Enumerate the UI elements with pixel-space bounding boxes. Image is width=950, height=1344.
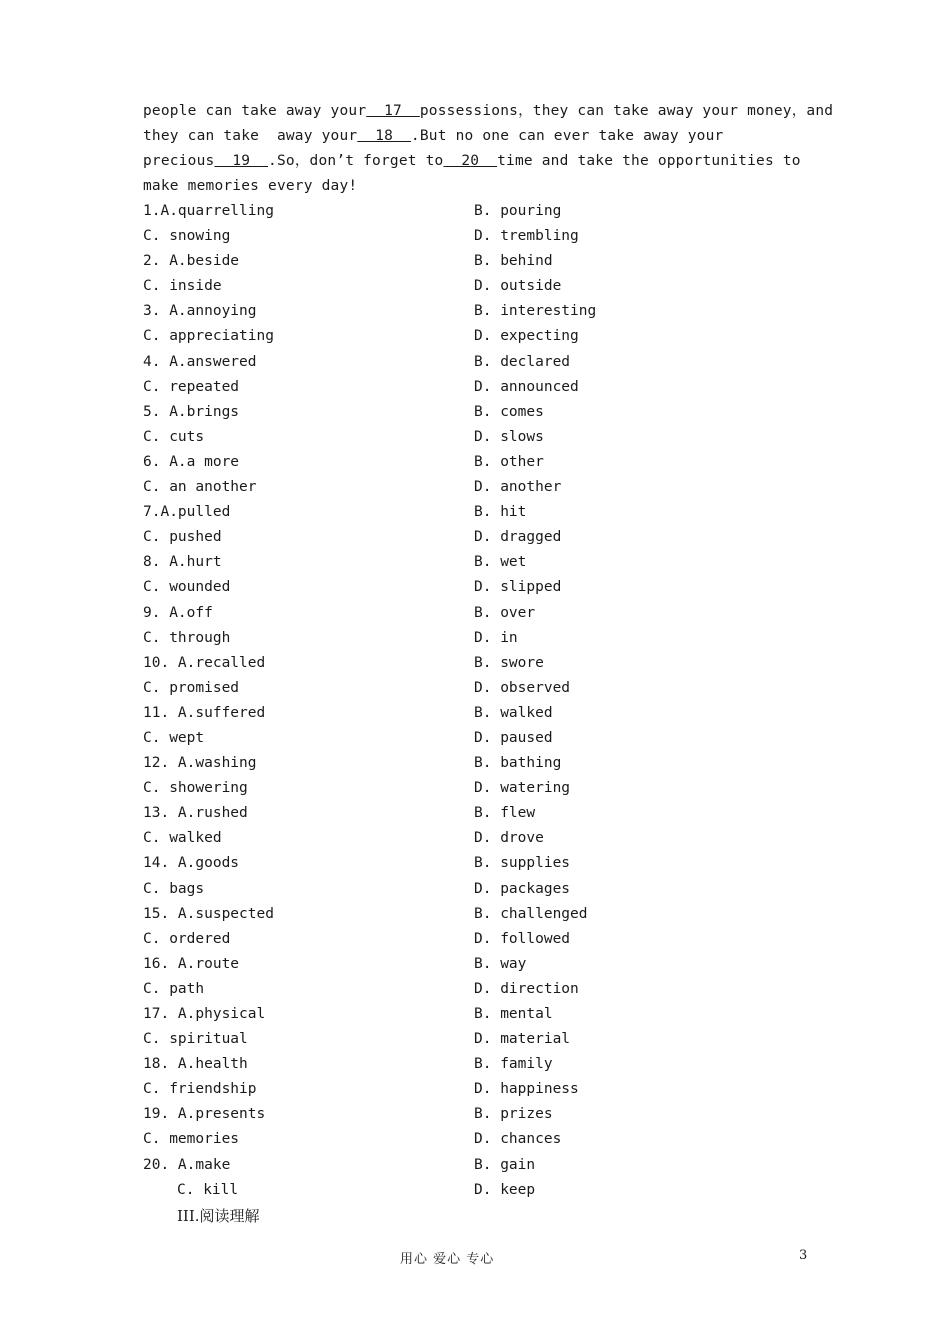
option-row [143, 450, 823, 475]
passage-line-3 [143, 149, 823, 174]
option-right: D. announced [474, 378, 579, 395]
option-left: C. memories [143, 1131, 240, 1148]
option-left: 20. A.make [143, 1156, 231, 1173]
option-left: 12. A.washing [143, 755, 257, 772]
option-row [143, 651, 823, 676]
option-right: B. hit [474, 504, 527, 521]
option-right: D. trembling [474, 228, 579, 245]
option-left: C. friendship [143, 1081, 257, 1098]
option-row [143, 1027, 823, 1052]
option-row [143, 902, 823, 927]
answer-options [143, 199, 823, 1203]
option-right: D. dragged [474, 529, 562, 546]
option-left: 8. A.hurt [143, 554, 222, 571]
option-right: D. watering [474, 780, 571, 797]
option-right: D. expecting [474, 328, 579, 345]
passage-text: .But no one can ever take away your [410, 128, 724, 145]
option-left: 14. A.goods [143, 855, 240, 872]
option-row [143, 877, 823, 902]
page-footer: 用心 爱心 专心 [400, 1252, 495, 1267]
option-right: D. outside [474, 278, 562, 295]
option-right: D. chances [474, 1131, 562, 1148]
option-right: D. happiness [474, 1081, 579, 1098]
option-left: C. through [143, 629, 231, 646]
option-left: C. wept [143, 729, 205, 746]
option-row [143, 1102, 823, 1127]
option-left: 16. A.route [143, 955, 240, 972]
option-right: B. gain [474, 1156, 536, 1173]
option-left: 11. A.suffered [143, 704, 266, 721]
passage-text: people can take away your [143, 103, 367, 119]
option-right: B. wet [474, 554, 527, 571]
option-row [143, 299, 823, 324]
option-row [143, 1077, 823, 1102]
option-row [143, 701, 823, 726]
option-right: B. prizes [474, 1106, 553, 1123]
option-left: C. walked [143, 830, 222, 847]
option-right: B. challenged [474, 905, 588, 922]
cloze-passage [143, 99, 834, 199]
option-row [143, 199, 823, 224]
option-right: B. supplies [474, 855, 571, 872]
option-right: D. slows [474, 428, 544, 445]
option-row [143, 475, 823, 500]
option-left: C. wounded [143, 579, 231, 596]
option-right: D. followed [474, 930, 571, 947]
passage-line-4: make memories every day! [143, 178, 358, 195]
passage-text: precious [143, 153, 215, 170]
option-right: D. slipped [474, 579, 562, 596]
option-right: B. mental [474, 1006, 553, 1022]
section-heading: III.阅读理解 [177, 1207, 260, 1225]
option-left: 15. A.suspected [143, 905, 274, 922]
option-row [143, 1002, 823, 1027]
option-left: 19. A.presents [143, 1106, 266, 1123]
option-row [143, 324, 823, 349]
option-row [143, 425, 823, 450]
option-left: 2. A.beside [143, 253, 240, 270]
option-right: D. another [474, 479, 562, 496]
option-row [143, 500, 823, 525]
passage-text: .So，don’t forget to [268, 153, 444, 170]
option-row [143, 626, 823, 651]
option-left: C. ordered [143, 930, 231, 947]
option-left: 17. A.physical [143, 1006, 266, 1022]
option-row [143, 676, 823, 701]
option-left: C. inside [143, 278, 222, 295]
passage-line-1 [143, 99, 834, 124]
option-right: B. way [474, 955, 527, 972]
option-right: B. pouring [474, 203, 562, 219]
option-row [143, 1127, 823, 1152]
option-left: 6. A.a more [143, 453, 240, 470]
option-left: C. kill [177, 1181, 239, 1198]
page-number: 3 [799, 1248, 808, 1263]
option-left: 5. A.brings [143, 403, 240, 420]
passage-text: possessions，they can take away your money，and [419, 103, 834, 119]
option-left: 13. A.rushed [143, 805, 248, 822]
option-right: B. behind [474, 253, 553, 270]
option-row [143, 726, 823, 751]
option-left: 4. A.answered [143, 353, 257, 370]
blank-19: 19 [214, 153, 269, 170]
option-left: C. snowing [143, 228, 231, 245]
option-right: B. swore [474, 654, 544, 671]
option-right: B. declared [474, 353, 571, 370]
option-left: C. promised [143, 679, 240, 696]
option-left: 7.A.pulled [143, 504, 231, 521]
passage-text: time and take the opportunities to [497, 153, 801, 170]
option-row [143, 350, 823, 375]
option-right: B. bathing [474, 755, 562, 772]
option-row [143, 1052, 823, 1077]
option-row [143, 776, 823, 801]
option-right: D. observed [474, 679, 571, 696]
passage-line-2 [143, 124, 823, 149]
blank-18: 18 [357, 128, 411, 145]
option-row [143, 575, 823, 600]
option-left: 1.A.quarrelling [143, 203, 274, 219]
option-left: C. showering [143, 780, 248, 797]
option-left: C. bags [143, 880, 205, 897]
option-left: C. cuts [143, 428, 205, 445]
passage-text: they can take away your [143, 128, 358, 145]
option-right: D. drove [474, 830, 544, 847]
option-left: C. pushed [143, 529, 222, 546]
option-right: B. family [474, 1056, 553, 1073]
option-right: D. packages [474, 880, 571, 897]
option-left: C. path [143, 980, 205, 997]
option-left: C. an another [143, 479, 257, 496]
option-right: D. paused [474, 729, 553, 746]
option-row [143, 751, 823, 776]
option-right: D. keep [474, 1181, 536, 1198]
option-right: D. material [474, 1031, 571, 1048]
option-left: C. appreciating [143, 328, 274, 345]
option-row [143, 952, 823, 977]
option-row [143, 1178, 823, 1203]
option-row [143, 801, 823, 826]
option-row [143, 400, 823, 425]
option-row [143, 601, 823, 626]
option-right: B. comes [474, 403, 544, 420]
option-left: C. repeated [143, 378, 240, 395]
option-row [143, 1153, 823, 1178]
option-right: D. in [474, 629, 518, 646]
option-row [143, 977, 823, 1002]
option-row [143, 375, 823, 400]
option-row [143, 927, 823, 952]
option-row [143, 224, 823, 249]
option-left: C. spiritual [143, 1031, 248, 1048]
option-right: B. interesting [474, 303, 597, 320]
option-right: B. over [474, 604, 536, 621]
option-right: B. flew [474, 805, 536, 822]
option-left: 9. A.off [143, 604, 213, 621]
blank-17: 17 [366, 103, 420, 119]
option-row [143, 249, 823, 274]
option-right: B. other [474, 453, 544, 470]
option-row [143, 826, 823, 851]
option-right: D. direction [474, 980, 579, 997]
option-row [143, 274, 823, 299]
option-row [143, 525, 823, 550]
blank-20: 20 [443, 153, 498, 170]
option-row [143, 851, 823, 876]
option-left: 18. A.health [143, 1056, 248, 1073]
option-row [143, 550, 823, 575]
option-left: 10. A.recalled [143, 654, 266, 671]
option-right: B. walked [474, 704, 553, 721]
option-left: 3. A.annoying [143, 303, 257, 320]
